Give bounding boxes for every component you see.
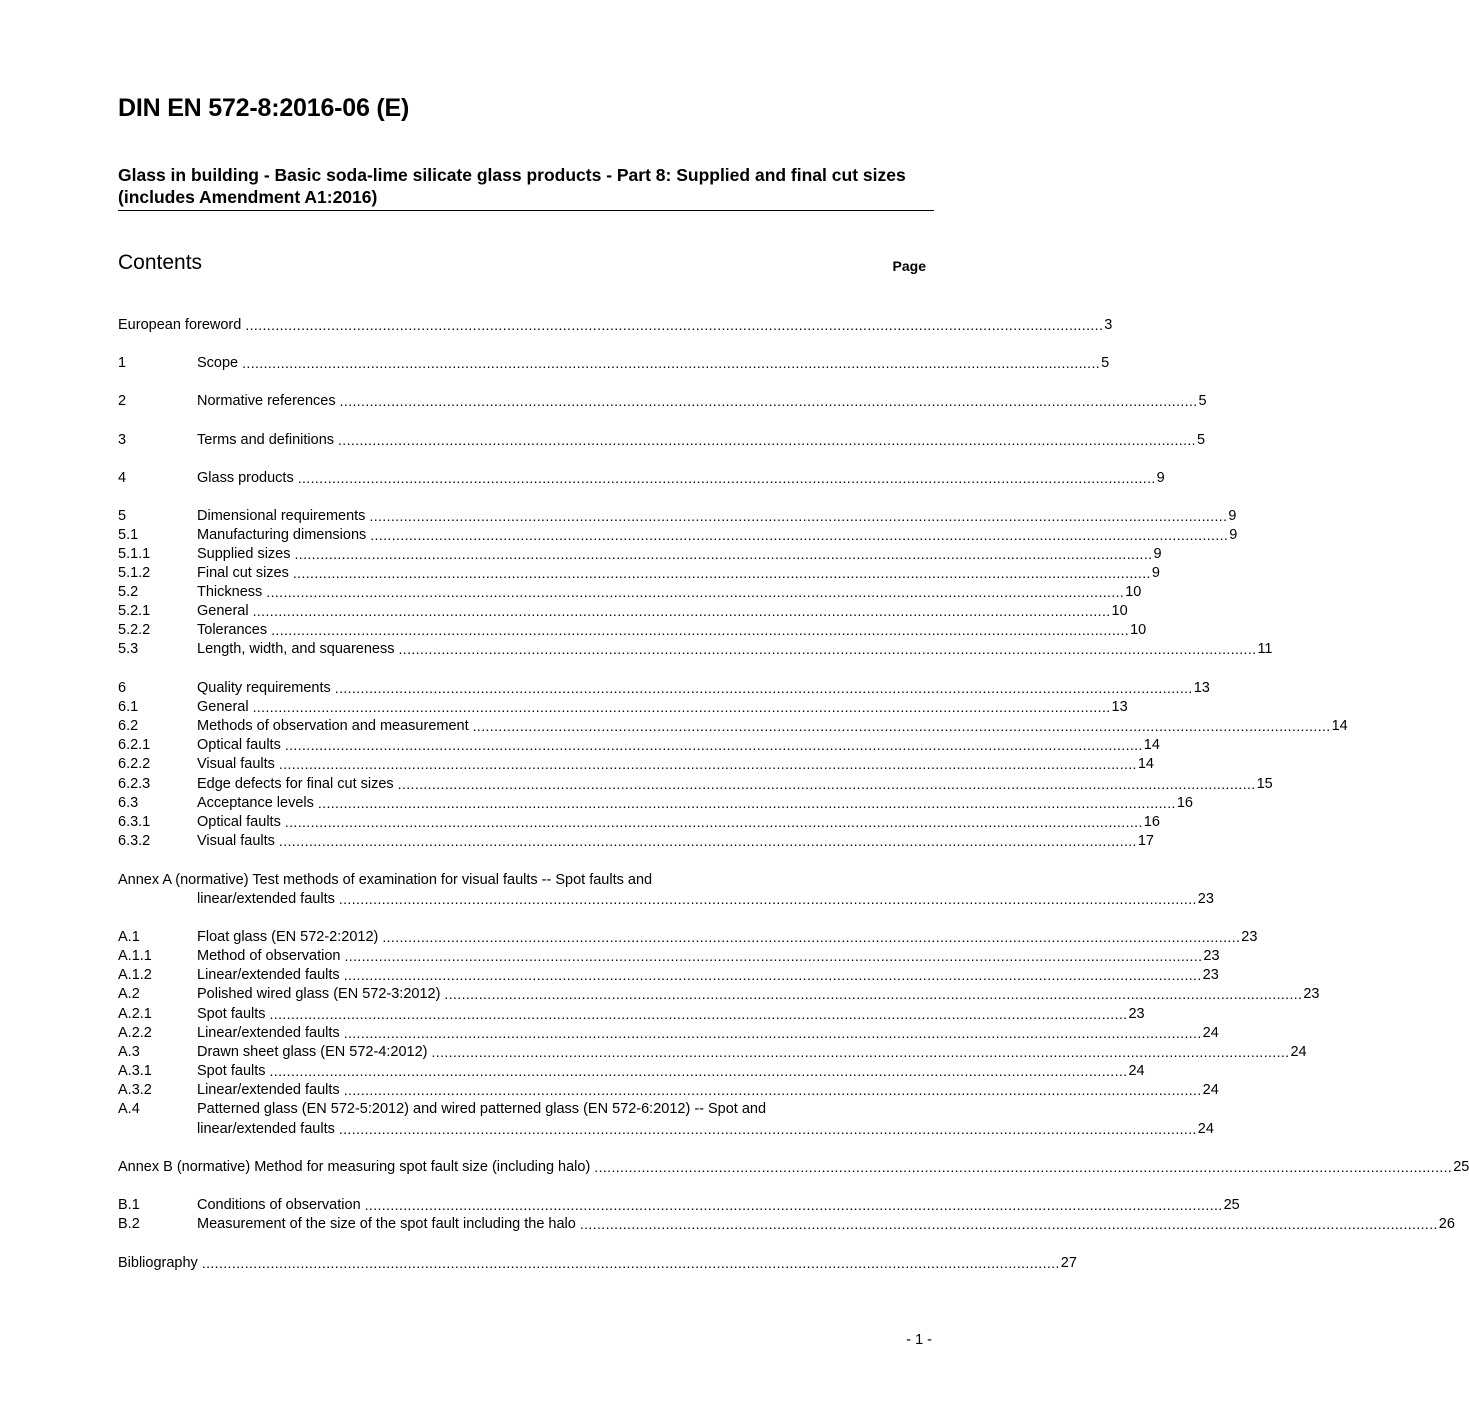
toc-leader-dots: ........................................................................................................................................................................................................	[472, 718, 1331, 734]
toc-entry-page: 14	[1143, 737, 1160, 753]
toc-entry-page: 25	[1223, 1197, 1240, 1213]
toc-leader-dots: ........................................................................................................................................................................................................	[284, 737, 1143, 753]
toc-leader-dots: ........................................................................................................................................................................................................	[338, 1121, 1197, 1137]
toc-entry-title-line1: Patterned glass (EN 572-5:2012) and wired patterned glass (EN 572-6:2012) -- Spot and	[197, 1101, 767, 1117]
toc-entry-annex-b[interactable]	[118, 1158, 1469, 1177]
toc-entry-page: 10	[1130, 622, 1147, 638]
toc-entry-number: A.2.1	[118, 1006, 152, 1022]
toc-entry-number: 5.2	[118, 584, 139, 600]
toc-entry-page: 23	[1202, 967, 1219, 983]
toc-entry-page: 5	[1101, 355, 1110, 371]
toc-entry-6-2-2[interactable]	[118, 755, 1154, 774]
toc-entry-page: 24	[1290, 1044, 1307, 1060]
document-title: Glass in building - Basic soda-lime silicate glass products - Part 8: Supplied and final cut sizes (includes Amendment A1:2016)	[118, 165, 906, 207]
toc-entry-number: A.3.2	[118, 1082, 152, 1098]
toc-entry-number: 1	[118, 355, 127, 371]
toc-entry-number: B.2	[118, 1216, 140, 1232]
toc-entry-number: 4	[118, 470, 127, 486]
toc-entry-5-1[interactable]	[118, 526, 1238, 545]
toc-entry-a-3[interactable]	[118, 1043, 1307, 1062]
toc-leader-dots: ........................................................................................................................................................................................................	[278, 833, 1137, 849]
toc-entry-annex-a-line1[interactable]: Annex A (normative) Test methods of examination for visual faults -- Spot faults and	[118, 872, 653, 888]
toc-leader-dots: ........................................................................................................................................................................................................	[294, 546, 1153, 562]
toc-leader-dots: ........................................................................................................................................................................................................	[269, 1006, 1128, 1022]
toc-entry-title: Annex B (normative) Method for measuring spot fault size (including halo)	[118, 1159, 591, 1175]
toc-entry-page: 10	[1125, 584, 1142, 600]
toc-entry-european-foreword[interactable]	[118, 316, 1113, 335]
toc-leader-dots: ........................................................................................................................................................................................................	[398, 641, 1257, 657]
toc-entry-page: 23	[1197, 891, 1214, 907]
toc-entry-number: A.1.2	[118, 967, 152, 983]
toc-entry-page: 11	[1257, 641, 1273, 657]
toc-entry-title: Supplied sizes	[197, 546, 291, 562]
toc-entry-a-4-line1[interactable]	[118, 1100, 922, 1119]
toc-entry-title: Quality requirements	[197, 680, 331, 696]
toc-entry-5[interactable]	[118, 507, 1237, 526]
page-column-heading: Page	[892, 258, 926, 274]
toc-entry-title: Final cut sizes	[197, 565, 289, 581]
toc-entry-number: 5.1.1	[118, 546, 151, 562]
toc-leader-dots: ........................................................................................................................................................................................................	[278, 756, 1137, 772]
toc-leader-dots: ........................................................................................................................................................................................................	[382, 929, 1241, 945]
toc-entry-title: Thickness	[197, 584, 263, 600]
toc-entry-title: Optical faults	[197, 814, 281, 830]
toc-entry-page: 26	[1438, 1216, 1455, 1232]
toc-entry-title: Glass products	[197, 470, 294, 486]
toc-entry-number: A.1.1	[118, 948, 152, 964]
toc-entry-page: 23	[1241, 929, 1258, 945]
toc-entry-title: Terms and definitions	[197, 432, 335, 448]
toc-entry-title: General	[197, 603, 249, 619]
toc-entry-page: 27	[1060, 1255, 1077, 1271]
toc-entry-5-1-2[interactable]	[118, 564, 1160, 583]
toc-entry-5-1-1[interactable]	[118, 545, 1162, 564]
toc-leader-dots: ........................................................................................................................................................................................................	[245, 317, 1104, 333]
toc-entry-5-3[interactable]	[118, 640, 1273, 659]
toc-entry-b-1[interactable]	[118, 1196, 1240, 1215]
toc-entry-title: linear/extended faults	[197, 1121, 335, 1137]
toc-entry-a-2[interactable]	[118, 985, 1320, 1004]
toc-leader-dots: ........................................................................................................................................................................................................	[338, 891, 1197, 907]
toc-leader-dots: ........................................................................................................................................................................................................	[284, 814, 1143, 830]
toc-entry-a-3-1[interactable]	[118, 1062, 1145, 1081]
toc-entry-page: 5	[1196, 432, 1206, 448]
toc-leader-dots: ........................................................................................................................................................................................................	[292, 565, 1151, 581]
toc-leader-dots: ........................................................................................................................................................................................................	[344, 948, 1203, 964]
toc-entry-title: Methods of observation and measurement	[197, 718, 469, 734]
toc-entry-page: 9	[1156, 470, 1165, 486]
toc-entry-number: 6.2.2	[118, 756, 151, 772]
toc-entry-title: Polished wired glass (EN 572-3:2012)	[197, 986, 441, 1002]
toc-entry-number: 5.2.2	[118, 622, 151, 638]
toc-leader-dots: ........................................................................................................................................................................................................	[444, 986, 1303, 1002]
toc-leader-dots: ........................................................................................................................................................................................................	[339, 393, 1198, 409]
toc-leader-dots: ........................................................................................................................................................................................................	[343, 967, 1202, 983]
document-id: DIN EN 572-8:2016-06 (E)	[118, 94, 410, 122]
toc-leader-dots: ........................................................................................................................................................................................................	[271, 622, 1130, 638]
toc-entry-title: Float glass (EN 572-2:2012)	[197, 929, 379, 945]
toc-entry-page: 13	[1193, 680, 1210, 696]
toc-leader-dots: ........................................................................................................................................................................................................	[252, 699, 1111, 715]
toc-entry-number: 5	[118, 508, 127, 524]
toc-entry-6-3-1[interactable]	[118, 813, 1160, 832]
toc-entry-page: 9	[1228, 508, 1237, 524]
toc-entry-page: 14	[1137, 756, 1154, 772]
toc-entry-title: Edge defects for final cut sizes	[197, 776, 394, 792]
toc-entry-number: 5.1	[118, 527, 139, 543]
toc-entry-number: A.3.1	[118, 1063, 152, 1079]
toc-entry-title: Manufacturing dimensions	[197, 527, 367, 543]
toc-leader-dots: ........................................................................................................................................................................................................	[431, 1044, 1290, 1060]
toc-entry-number: A.2	[118, 986, 140, 1002]
toc-entry-number: A.2.2	[118, 1025, 152, 1041]
toc-entry-title: General	[197, 699, 249, 715]
toc-entry-page: 23	[1303, 986, 1320, 1002]
toc-leader-dots: ........................................................................................................................................................................................................	[334, 680, 1193, 696]
toc-entry-page: 24	[1202, 1082, 1219, 1098]
toc-entry-number: 5.3	[118, 641, 139, 657]
toc-entry-a-4[interactable]	[118, 1120, 1214, 1139]
toc-entry-title: Spot faults	[197, 1006, 266, 1022]
toc-entry-title: Conditions of observation	[197, 1197, 361, 1213]
toc-entry-number: A.4	[118, 1101, 140, 1117]
toc-entry-title: Dimensional requirements	[197, 508, 366, 524]
toc-entry-page: 24	[1202, 1025, 1219, 1041]
toc-entry-6-3-2[interactable]	[118, 832, 1154, 851]
toc-leader-dots: ........................................................................................................................................................................................................	[343, 1025, 1202, 1041]
toc-entry-title: European foreword	[118, 317, 242, 333]
toc-entry-b-2[interactable]	[118, 1215, 1455, 1234]
toc-entry-a-1[interactable]	[118, 928, 1258, 947]
toc-leader-dots: ........................................................................................................................................................................................................	[242, 355, 1101, 371]
toc-entry-title: Measurement of the size of the spot fault including the halo	[197, 1216, 576, 1232]
toc-entry-number: 5.2.1	[118, 603, 151, 619]
toc-entry-6-3[interactable]	[118, 794, 1193, 813]
toc-leader-dots: ........................................................................................................................................................................................................	[297, 470, 1156, 486]
toc-entry-page: 25	[1453, 1159, 1469, 1175]
toc-entry-a-2-1[interactable]	[118, 1005, 1145, 1024]
toc-entry-annex-a[interactable]	[118, 890, 1214, 909]
toc-leader-dots: ........................................................................................................................................................................................................	[370, 527, 1229, 543]
toc-entry-4[interactable]	[118, 469, 1165, 488]
toc-entry-number: 3	[118, 432, 127, 448]
toc-entry-number: A.1	[118, 929, 140, 945]
toc-entry-number: 6.3.2	[118, 833, 151, 849]
toc-entry-page: 16	[1143, 814, 1160, 830]
toc-leader-dots: ........................................................................................................................................................................................................	[317, 795, 1176, 811]
toc-entry-number: 2	[118, 393, 127, 409]
toc-entry-number: 6.1	[118, 699, 139, 715]
toc-entry-number: B.1	[118, 1197, 140, 1213]
toc-entry-a-1-2[interactable]	[118, 966, 1219, 985]
toc-entry-title: Optical faults	[197, 737, 281, 753]
toc-entry-number: 5.1.2	[118, 565, 151, 581]
toc-entry-bibliography[interactable]	[118, 1254, 1077, 1273]
toc-entry-title: Acceptance levels	[197, 795, 314, 811]
toc-entry-title: Bibliography	[118, 1255, 198, 1271]
toc-entry-6-2[interactable]	[118, 717, 1348, 736]
toc-entry-number: 6.3	[118, 795, 139, 811]
toc-entry-a-3-2[interactable]	[118, 1081, 1219, 1100]
toc-entry-title: linear/extended faults	[197, 891, 335, 907]
toc-entry-page: 24	[1128, 1063, 1145, 1079]
toc-entry-6-2-3[interactable]	[118, 775, 1273, 794]
toc-entry-title: Linear/extended faults	[197, 967, 340, 983]
toc-entry-title: Linear/extended faults	[197, 1082, 340, 1098]
toc-entry-number: 6.2.3	[118, 776, 151, 792]
toc-leader-dots: ........................................................................................................................................................................................................	[364, 1197, 1223, 1213]
toc-leader-dots: ........................................................................................................................................................................................................	[266, 584, 1125, 600]
toc-leader-dots: ........................................................................................................................................................................................................	[397, 776, 1256, 792]
toc-entry-page: 16	[1176, 795, 1193, 811]
toc-leader-dots: ........................................................................................................................................................................................................	[269, 1063, 1128, 1079]
toc-entry-page: 15	[1256, 776, 1273, 792]
toc-leader-dots: ........................................................................................................................................................................................................	[338, 432, 1196, 448]
toc-entry-number: 6	[118, 680, 127, 696]
toc-entry-1[interactable]	[118, 354, 1110, 373]
toc-entry-number: A.3	[118, 1044, 140, 1060]
toc-entry-page: 13	[1111, 699, 1128, 715]
contents-heading: Contents	[118, 251, 203, 274]
toc-entry-6-2-1[interactable]	[118, 736, 1160, 755]
toc-leader-dots: ........................................................................................................................................................................................................	[369, 508, 1228, 524]
toc-leader-dots: ........................................................................................................................................................................................................	[579, 1216, 1438, 1232]
page-number: - 1 -	[906, 1332, 932, 1348]
toc-entry-title: Normative references	[197, 393, 336, 409]
toc-entry-page: 14	[1331, 718, 1348, 734]
toc-entry-title: Scope	[197, 355, 239, 371]
toc-entry-page: 9	[1153, 546, 1162, 562]
toc-entry-number: 6.2.1	[118, 737, 151, 753]
toc-entry-a-2-2[interactable]	[118, 1024, 1219, 1043]
toc-entry-title: Tolerances	[197, 622, 268, 638]
toc-entry-5-2-1[interactable]	[118, 602, 1128, 621]
toc-entry-2[interactable]	[118, 392, 1207, 411]
toc-entry-page: 23	[1203, 948, 1220, 964]
toc-entry-6[interactable]	[118, 679, 1210, 698]
toc-leader-dots: ........................................................................................................................................................................................................	[343, 1082, 1202, 1098]
toc-entry-title: Spot faults	[197, 1063, 266, 1079]
toc-entry-title: Visual faults	[197, 756, 275, 772]
toc-entry-title: Drawn sheet glass (EN 572-4:2012)	[197, 1044, 428, 1060]
toc-entry-page: 5	[1198, 393, 1207, 409]
toc-entry-page: 9	[1229, 527, 1238, 543]
toc-leader-dots: ........................................................................................................................................................................................................	[252, 603, 1111, 619]
toc-entry-number: 6.3.1	[118, 814, 151, 830]
title-rule	[118, 210, 934, 211]
toc-entry-title: Visual faults	[197, 833, 275, 849]
toc-entry-page: 9	[1151, 565, 1160, 581]
toc-entry-5-2-2[interactable]	[118, 621, 1147, 640]
toc-entry-page: 23	[1128, 1006, 1145, 1022]
toc-entry-title: Linear/extended faults	[197, 1025, 340, 1041]
toc-entry-page: 10	[1111, 603, 1128, 619]
toc-entry-6-1[interactable]	[118, 698, 1128, 717]
toc-entry-page: 3	[1104, 317, 1113, 333]
toc-leader-dots: ........................................................................................................................................................................................................	[594, 1159, 1453, 1175]
toc-entry-page: 24	[1197, 1121, 1214, 1137]
toc-entry-5-2[interactable]	[118, 583, 1142, 602]
toc-entry-3[interactable]	[118, 431, 1206, 450]
toc-entry-title: Length, width, and squareness	[197, 641, 395, 657]
toc-entry-a-1-1[interactable]	[118, 947, 1220, 966]
toc-leader-dots: ........................................................................................................................................................................................................	[201, 1255, 1060, 1271]
toc-entry-title: Method of observation	[197, 948, 341, 964]
toc-entry-number: 6.2	[118, 718, 139, 734]
toc-entry-page: 17	[1137, 833, 1154, 849]
